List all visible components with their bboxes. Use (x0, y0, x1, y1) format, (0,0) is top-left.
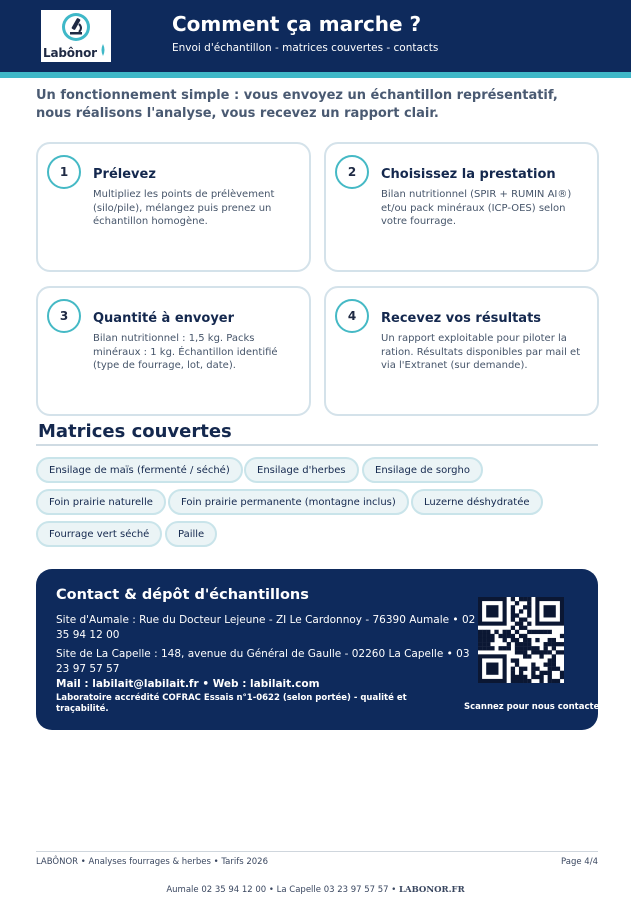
step-description: Bilan nutritionnel (SPIR + RUMIN AI®) et/ou pack minéraux (ICP-OES) selon votre fourrage. (381, 189, 572, 227)
page-title: Comment ça marche ? (172, 12, 422, 36)
site-aumale: Site d'Aumale : Rue du Docteur Lejeune - ZI Le Cardonnoy - 76390 Aumale • 02 35 94 12 00 (56, 614, 476, 641)
step-card-2 (324, 142, 599, 272)
matrix-chip: Foin prairie permanente (montagne inclus) (168, 489, 409, 515)
page-number: Page 4/4 (561, 857, 598, 867)
step-description: Multipliez les points de prélèvement (silo/pile), mélangez puis prenez un échantillon homogène. (93, 189, 275, 227)
page-subtitle: Envoi d'échantillon - matrices couvertes - contacts (172, 42, 439, 54)
footer-divider (36, 851, 598, 852)
footer-left-text: LABÔNOR • Analyses fourrages & herbes • Tarifs 2026 (36, 857, 268, 867)
step-card-3 (36, 286, 311, 416)
contact-panel (36, 569, 604, 730)
qr-code-icon[interactable] (478, 597, 564, 683)
footer-phones: Aumale 02 35 94 12 00 • La Capelle 03 23 97 57 57 • (166, 885, 397, 895)
step-title: Quantité à envoyer (93, 311, 235, 326)
matrix-chip: Ensilage de maïs (fermenté / séché) (36, 457, 243, 483)
step-card-4 (324, 286, 599, 416)
step-title: Prélevez (93, 167, 156, 182)
step-number-badge: 3 (47, 299, 81, 333)
intro-text: Un fonctionnement simple : vous envoyez un échantillon représentatif, nous réalisons l'analyse, vous recevez un rapport clair. (36, 88, 558, 121)
footer-brand[interactable]: LABONOR.FR (399, 885, 465, 895)
matrix-chip: Paille (165, 521, 217, 547)
step-description: Bilan nutritionnel : 1,5 kg. Packs minéraux : 1 kg. Échantillon identifié (type de fourrage, lot, date). (93, 333, 278, 371)
step-title: Recevez vos résultats (381, 311, 542, 326)
matrix-chip: Luzerne déshydratée (411, 489, 543, 515)
step-description: Un rapport exploitable pour piloter la ration. Résultats disponibles par mail et via l'Extranet (sur demande). (381, 333, 581, 371)
matrix-chip: Ensilage d'herbes (244, 457, 359, 483)
matrix-chip: Foin prairie naturelle (36, 489, 166, 515)
contact-mail-web[interactable]: Mail : labilait@labilait.fr • Web : labilait.com (56, 678, 320, 690)
page-header (0, 0, 631, 72)
qr-caption: Scannez pour nous contacter (464, 702, 604, 712)
step-title: Choisissez la prestation (381, 167, 556, 182)
step-card-1 (36, 142, 311, 272)
site-la-capelle: Site de La Capelle : 148, avenue du Général de Gaulle - 02260 La Capelle • 03 23 97 57 57 (56, 648, 470, 675)
header-accent-stripe (0, 72, 631, 78)
accreditation-text: Laboratoire accrédité COFRAC Essais n°1-0622 (selon portée) - qualité et traçabilité. (56, 693, 407, 714)
logo-text: Labônor (43, 46, 97, 60)
step-number-badge: 1 (47, 155, 81, 189)
matrices-heading: Matrices couvertes (38, 421, 232, 442)
footer-contacts (0, 885, 631, 895)
step-number-badge: 2 (335, 155, 369, 189)
matrix-chip: Ensilage de sorgho (362, 457, 483, 483)
step-number-badge: 4 (335, 299, 369, 333)
contact-heading: Contact & dépôt d'échantillons (56, 587, 309, 603)
section-divider (36, 444, 598, 446)
matrix-chip: Fourrage vert séché (36, 521, 162, 547)
labonor-logo (41, 10, 111, 62)
